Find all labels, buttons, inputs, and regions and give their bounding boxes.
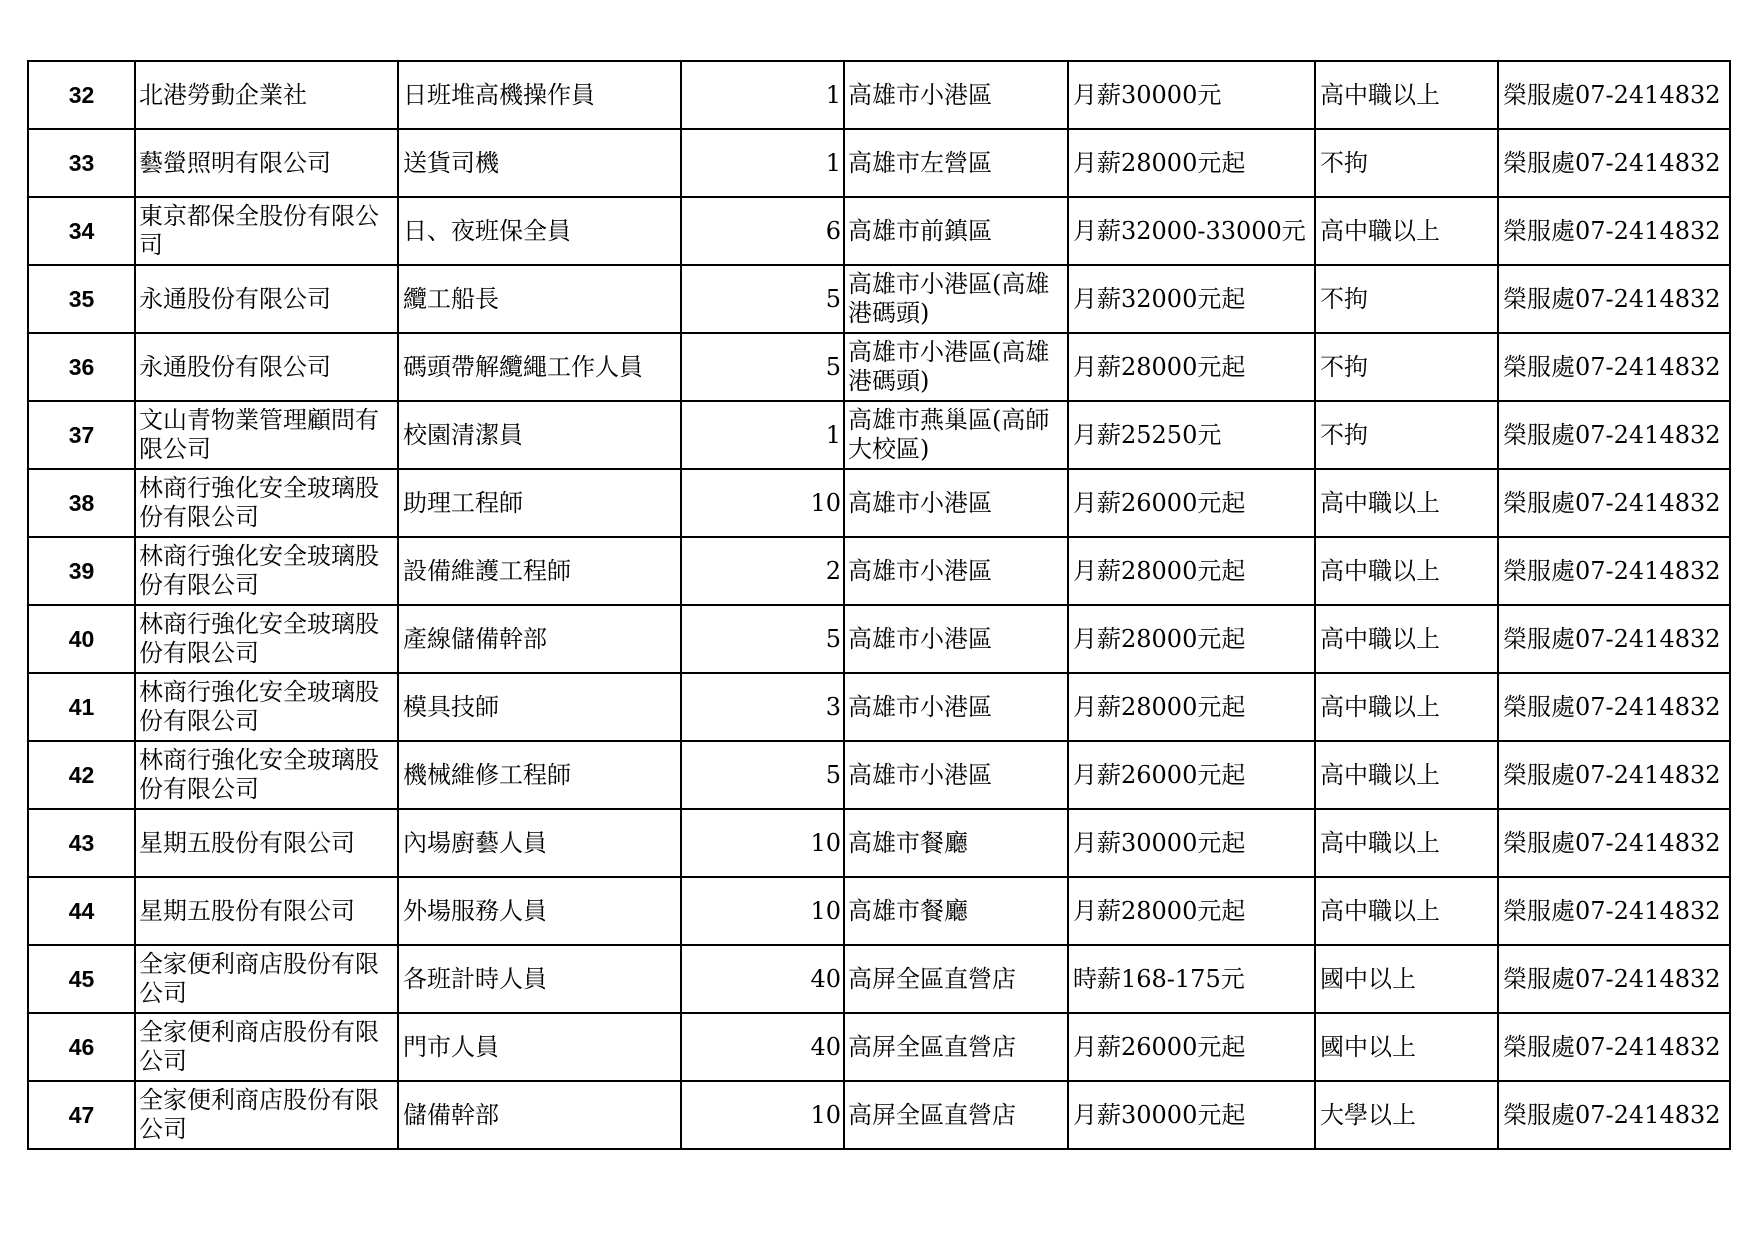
education-cell: 大學以上 <box>1315 1081 1498 1149</box>
contact-cell: 榮服處07-2414832 <box>1498 537 1730 605</box>
headcount-cell: 10 <box>681 469 844 537</box>
location-cell: 高雄市前鎮區 <box>844 197 1068 265</box>
company-cell: 北港勞動企業社 <box>135 61 398 129</box>
row-number: 43 <box>28 809 135 877</box>
location-cell: 高雄市餐廳 <box>844 809 1068 877</box>
company-cell: 全家便利商店股份有限公司 <box>135 945 398 1013</box>
location-cell: 高雄市小港區 <box>844 469 1068 537</box>
location-cell: 高雄市小港區 <box>844 605 1068 673</box>
salary-cell: 月薪25250元 <box>1068 401 1315 469</box>
company-cell: 東京都保全股份有限公司 <box>135 197 398 265</box>
education-cell: 國中以上 <box>1315 1013 1498 1081</box>
table-row <box>28 673 1730 741</box>
salary-cell: 月薪32000元起 <box>1068 265 1315 333</box>
salary-cell: 時薪168-175元 <box>1068 945 1315 1013</box>
position-cell: 外場服務人員 <box>398 877 681 945</box>
contact-cell: 榮服處07-2414832 <box>1498 129 1730 197</box>
contact-cell: 榮服處07-2414832 <box>1498 673 1730 741</box>
row-number: 35 <box>28 265 135 333</box>
table-row <box>28 469 1730 537</box>
contact-cell: 榮服處07-2414832 <box>1498 605 1730 673</box>
table-row <box>28 401 1730 469</box>
company-cell: 林商行強化安全玻璃股份有限公司 <box>135 469 398 537</box>
position-cell: 產線儲備幹部 <box>398 605 681 673</box>
company-cell: 永通股份有限公司 <box>135 333 398 401</box>
company-cell: 星期五股份有限公司 <box>135 877 398 945</box>
headcount-cell: 1 <box>681 129 844 197</box>
position-cell: 儲備幹部 <box>398 1081 681 1149</box>
contact-cell: 榮服處07-2414832 <box>1498 741 1730 809</box>
salary-cell: 月薪28000元起 <box>1068 129 1315 197</box>
position-cell: 內場廚藝人員 <box>398 809 681 877</box>
company-cell: 林商行強化安全玻璃股份有限公司 <box>135 605 398 673</box>
contact-cell: 榮服處07-2414832 <box>1498 401 1730 469</box>
contact-cell: 榮服處07-2414832 <box>1498 1081 1730 1149</box>
table-row <box>28 1013 1730 1081</box>
contact-cell: 榮服處07-2414832 <box>1498 1013 1730 1081</box>
table-row <box>28 605 1730 673</box>
salary-cell: 月薪26000元起 <box>1068 1013 1315 1081</box>
table-row <box>28 945 1730 1013</box>
salary-cell: 月薪26000元起 <box>1068 469 1315 537</box>
row-number: 46 <box>28 1013 135 1081</box>
company-cell: 文山青物業管理顧問有限公司 <box>135 401 398 469</box>
table-row <box>28 333 1730 401</box>
education-cell: 國中以上 <box>1315 945 1498 1013</box>
table-row <box>28 537 1730 605</box>
row-number: 47 <box>28 1081 135 1149</box>
contact-cell: 榮服處07-2414832 <box>1498 945 1730 1013</box>
row-number: 32 <box>28 61 135 129</box>
position-cell: 纜工船長 <box>398 265 681 333</box>
headcount-cell: 2 <box>681 537 844 605</box>
contact-cell: 榮服處07-2414832 <box>1498 265 1730 333</box>
row-number: 36 <box>28 333 135 401</box>
headcount-cell: 5 <box>681 333 844 401</box>
location-cell: 高雄市小港區(高雄港碼頭) <box>844 333 1068 401</box>
headcount-cell: 5 <box>681 605 844 673</box>
job-listing-body <box>28 61 1730 1149</box>
contact-cell: 榮服處07-2414832 <box>1498 333 1730 401</box>
salary-cell: 月薪30000元 <box>1068 61 1315 129</box>
row-number: 42 <box>28 741 135 809</box>
company-cell: 林商行強化安全玻璃股份有限公司 <box>135 741 398 809</box>
company-cell: 全家便利商店股份有限公司 <box>135 1081 398 1149</box>
company-cell: 星期五股份有限公司 <box>135 809 398 877</box>
education-cell: 高中職以上 <box>1315 673 1498 741</box>
salary-cell: 月薪28000元起 <box>1068 605 1315 673</box>
headcount-cell: 10 <box>681 809 844 877</box>
company-cell: 藝螢照明有限公司 <box>135 129 398 197</box>
row-number: 33 <box>28 129 135 197</box>
salary-cell: 月薪32000-33000元 <box>1068 197 1315 265</box>
position-cell: 設備維護工程師 <box>398 537 681 605</box>
education-cell: 不拘 <box>1315 401 1498 469</box>
education-cell: 不拘 <box>1315 265 1498 333</box>
company-cell: 永通股份有限公司 <box>135 265 398 333</box>
education-cell: 高中職以上 <box>1315 61 1498 129</box>
position-cell: 各班計時人員 <box>398 945 681 1013</box>
table-row <box>28 809 1730 877</box>
table-row <box>28 741 1730 809</box>
position-cell: 送貨司機 <box>398 129 681 197</box>
table-row <box>28 61 1730 129</box>
location-cell: 高雄市小港區 <box>844 673 1068 741</box>
table-row <box>28 1081 1730 1149</box>
location-cell: 高雄市餐廳 <box>844 877 1068 945</box>
education-cell: 不拘 <box>1315 129 1498 197</box>
education-cell: 高中職以上 <box>1315 197 1498 265</box>
education-cell: 不拘 <box>1315 333 1498 401</box>
company-cell: 全家便利商店股份有限公司 <box>135 1013 398 1081</box>
row-number: 39 <box>28 537 135 605</box>
location-cell: 高雄市小港區 <box>844 741 1068 809</box>
position-cell: 日班堆高機操作員 <box>398 61 681 129</box>
position-cell: 助理工程師 <box>398 469 681 537</box>
headcount-cell: 5 <box>681 741 844 809</box>
row-number: 44 <box>28 877 135 945</box>
education-cell: 高中職以上 <box>1315 741 1498 809</box>
salary-cell: 月薪30000元起 <box>1068 1081 1315 1149</box>
row-number: 45 <box>28 945 135 1013</box>
position-cell: 校園清潔員 <box>398 401 681 469</box>
contact-cell: 榮服處07-2414832 <box>1498 197 1730 265</box>
headcount-cell: 6 <box>681 197 844 265</box>
row-number: 38 <box>28 469 135 537</box>
position-cell: 日、夜班保全員 <box>398 197 681 265</box>
location-cell: 高雄市小港區 <box>844 537 1068 605</box>
salary-cell: 月薪26000元起 <box>1068 741 1315 809</box>
salary-cell: 月薪28000元起 <box>1068 537 1315 605</box>
location-cell: 高屏全區直營店 <box>844 1081 1068 1149</box>
position-cell: 機械維修工程師 <box>398 741 681 809</box>
education-cell: 高中職以上 <box>1315 877 1498 945</box>
location-cell: 高雄市左營區 <box>844 129 1068 197</box>
contact-cell: 榮服處07-2414832 <box>1498 809 1730 877</box>
headcount-cell: 10 <box>681 1081 844 1149</box>
company-cell: 林商行強化安全玻璃股份有限公司 <box>135 673 398 741</box>
row-number: 34 <box>28 197 135 265</box>
headcount-cell: 40 <box>681 945 844 1013</box>
contact-cell: 榮服處07-2414832 <box>1498 469 1730 537</box>
row-number: 41 <box>28 673 135 741</box>
education-cell: 高中職以上 <box>1315 469 1498 537</box>
position-cell: 碼頭帶解纜繩工作人員 <box>398 333 681 401</box>
location-cell: 高雄市小港區 <box>844 61 1068 129</box>
position-cell: 模具技師 <box>398 673 681 741</box>
table-row <box>28 877 1730 945</box>
row-number: 37 <box>28 401 135 469</box>
salary-cell: 月薪30000元起 <box>1068 809 1315 877</box>
table-row <box>28 197 1730 265</box>
contact-cell: 榮服處07-2414832 <box>1498 61 1730 129</box>
headcount-cell: 5 <box>681 265 844 333</box>
position-cell: 門市人員 <box>398 1013 681 1081</box>
salary-cell: 月薪28000元起 <box>1068 877 1315 945</box>
salary-cell: 月薪28000元起 <box>1068 673 1315 741</box>
location-cell: 高屏全區直營店 <box>844 1013 1068 1081</box>
education-cell: 高中職以上 <box>1315 605 1498 673</box>
headcount-cell: 1 <box>681 61 844 129</box>
job-listing-table <box>27 60 1731 1150</box>
location-cell: 高屏全區直營店 <box>844 945 1068 1013</box>
headcount-cell: 1 <box>681 401 844 469</box>
salary-cell: 月薪28000元起 <box>1068 333 1315 401</box>
location-cell: 高雄市小港區(高雄港碼頭) <box>844 265 1068 333</box>
table-row <box>28 129 1730 197</box>
headcount-cell: 40 <box>681 1013 844 1081</box>
headcount-cell: 3 <box>681 673 844 741</box>
headcount-cell: 10 <box>681 877 844 945</box>
education-cell: 高中職以上 <box>1315 537 1498 605</box>
contact-cell: 榮服處07-2414832 <box>1498 877 1730 945</box>
row-number: 40 <box>28 605 135 673</box>
table-row <box>28 265 1730 333</box>
education-cell: 高中職以上 <box>1315 809 1498 877</box>
location-cell: 高雄市燕巢區(高師大校區) <box>844 401 1068 469</box>
company-cell: 林商行強化安全玻璃股份有限公司 <box>135 537 398 605</box>
